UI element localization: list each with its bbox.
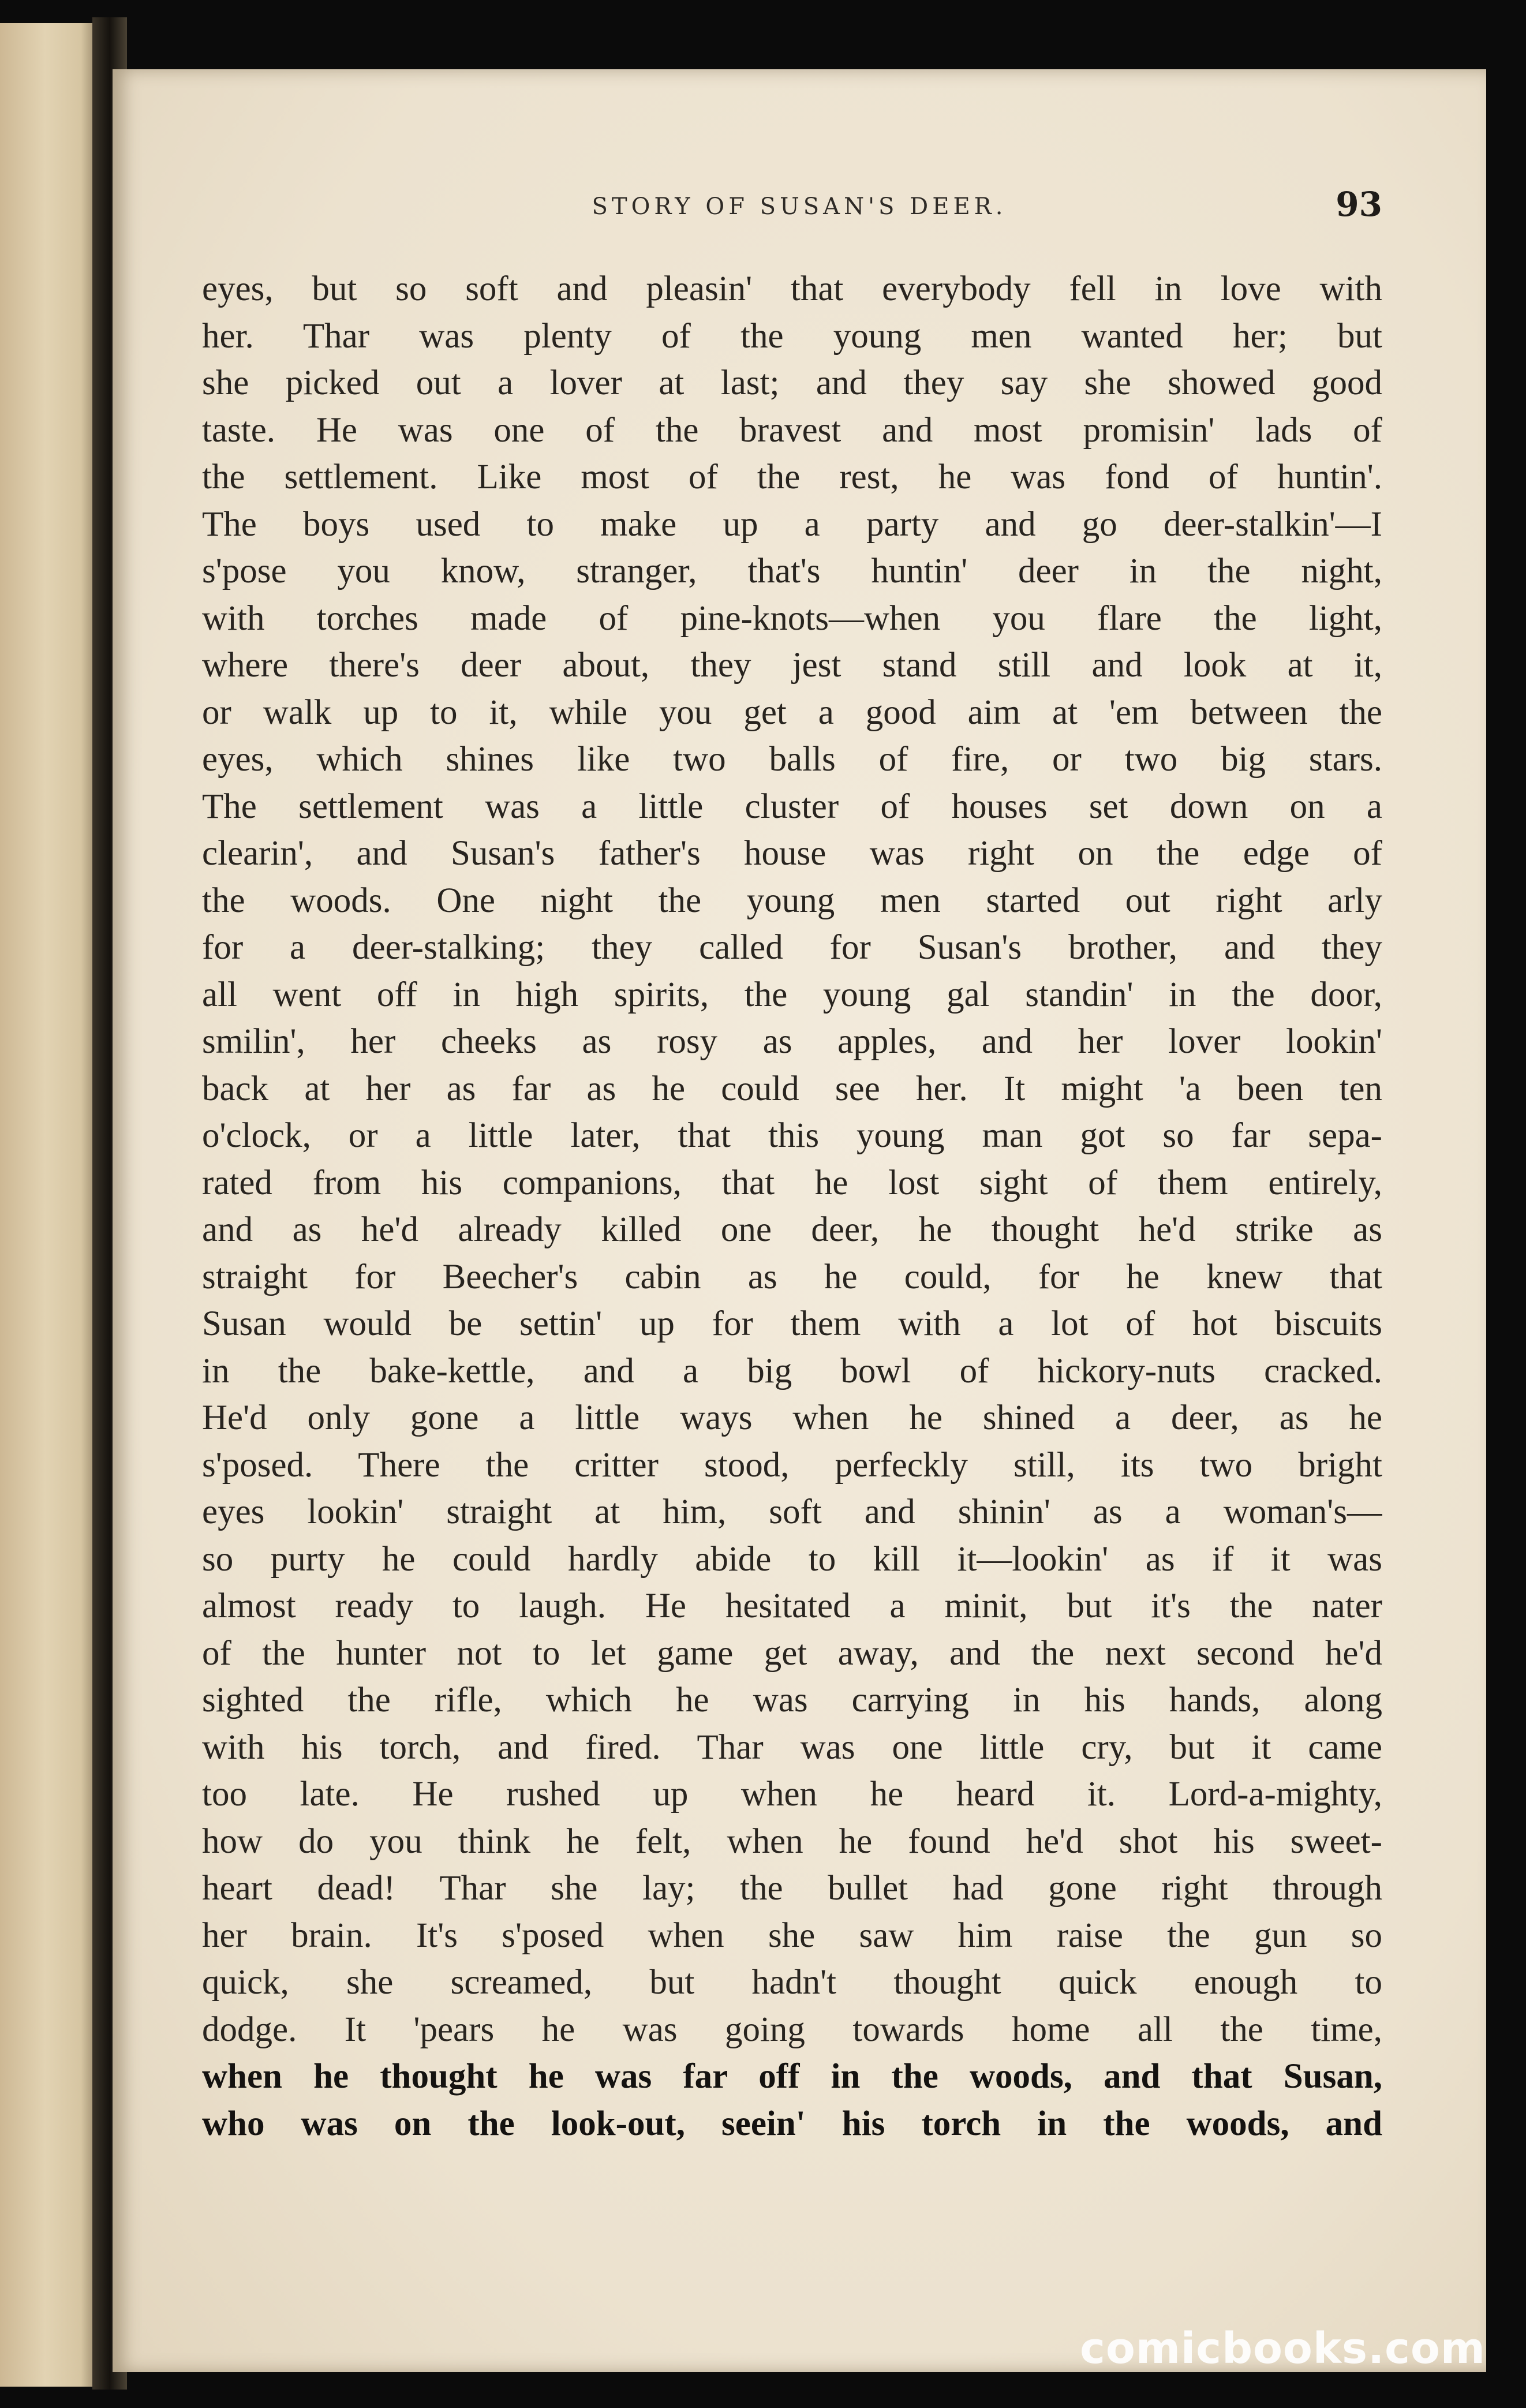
- body-text: [202, 266, 1382, 2147]
- text-line: The boys used to make up a party and go deer-stalkin'—I: [202, 504, 1382, 544]
- text-line: He'd only gone a little ways when he shined a deer, as he: [202, 1399, 1382, 1437]
- text-line: the settlement. Like most of the rest, he was fond of huntin'.: [202, 458, 1382, 496]
- text-line: taste. He was one of the bravest and most promisin' lads of: [202, 410, 1382, 450]
- text-line: her brain. It's s'posed when she saw him raise the gun so: [202, 1916, 1382, 1955]
- text-line: eyes, which shines like two balls of fire, or two big stars.: [202, 740, 1382, 779]
- text-line: o'clock, or a little later, that this young man got so far sepa-: [202, 1116, 1382, 1155]
- text-line: or walk up to it, while you get a good aim at 'em between the: [202, 693, 1382, 732]
- text-line: smilin', her cheeks as rosy as apples, and her lover lookin': [202, 1022, 1382, 1061]
- text-line: too late. He rushed up when he heard it. Lord-a-mighty,: [202, 1775, 1382, 1814]
- text-line: in the bake-kettle, and a big bowl of hickory-nuts cracked.: [202, 1351, 1382, 1390]
- text-line: almost ready to laugh. He hesitated a minit, but it's the nater: [202, 1587, 1382, 1625]
- text-line: quick, she screamed, but hadn't thought quick enough to: [202, 1963, 1382, 2002]
- text-line: eyes, but so soft and pleasin' that everybody fell in love with: [202, 270, 1382, 308]
- text-line: s'posed. There the critter stood, perfeckly still, its two bright: [202, 1445, 1382, 1485]
- text-line: for a deer-stalking; they called for Susan's brother, and they: [202, 928, 1382, 967]
- page-number: 93: [1336, 185, 1382, 224]
- text-line: dodge. It 'pears he was going towards home all the time,: [202, 2010, 1382, 2049]
- text-line: how do you think he felt, when he found he'd shot his sweet-: [202, 1822, 1382, 1861]
- text-line: who was on the look-out, seein' his torch in the woods, and: [202, 2104, 1382, 2143]
- text-line: with torches made of pine-knots—when you flare the light,: [202, 599, 1382, 638]
- text-line: back at her as far as he could see her. It might 'a been ten: [202, 1069, 1382, 1108]
- text-line: she picked out a lover at last; and they say she showed good: [202, 364, 1382, 402]
- text-line: and as he'd already killed one deer, he thought he'd strike as: [202, 1210, 1382, 1249]
- text-line: so purty he could hardly abide to kill it—lookin' as if it was: [202, 1539, 1382, 1579]
- text-line: when he thought he was far off in the woods, and that Susan,: [202, 2057, 1382, 2096]
- text-line: the woods. One night the young men started out right arly: [202, 881, 1382, 920]
- text-line: of the hunter not to let game get away, and the next second he'd: [202, 1633, 1382, 1673]
- text-line: heart dead! Thar she lay; the bullet had gone right through: [202, 1869, 1382, 1908]
- book-page: [113, 69, 1486, 2372]
- text-line: all went off in high spirits, the young gal standin' in the door,: [202, 975, 1382, 1014]
- previous-page-edge: [0, 23, 101, 2387]
- text-line: clearin', and Susan's father's house was right on the edge of: [202, 834, 1382, 873]
- text-line: her. Thar was plenty of the young men wanted her; but: [202, 316, 1382, 356]
- running-head: STORY OF SUSAN'S DEER.: [592, 193, 1007, 220]
- text-line: The settlement was a little cluster of houses set down on a: [202, 787, 1382, 826]
- text-line: s'pose you know, stranger, that's huntin' deer in the night,: [202, 552, 1382, 590]
- watermark: comicbooks.com: [1080, 2324, 1486, 2373]
- text-line: eyes lookin' straight at him, soft and shinin' as a woman's—: [202, 1493, 1382, 1531]
- text-line: rated from his companions, that he lost sight of them entirely,: [202, 1163, 1382, 1202]
- text-line: with his torch, and fired. Thar was one little cry, but it came: [202, 1728, 1382, 1767]
- text-line: where there's deer about, they jest stand still and look at it,: [202, 646, 1382, 685]
- text-line: straight for Beecher's cabin as he could, for he knew that: [202, 1257, 1382, 1296]
- text-line: sighted the rifle, which he was carrying in his hands, along: [202, 1681, 1382, 1719]
- text-line: Susan would be settin' up for them with a lot of hot biscuits: [202, 1304, 1382, 1343]
